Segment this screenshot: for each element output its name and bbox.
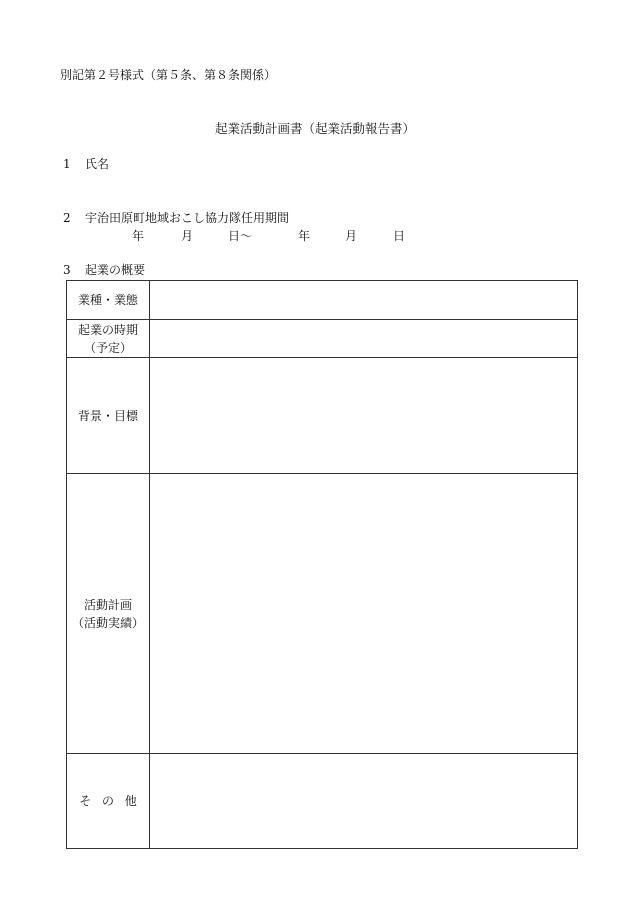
document-title: 起業活動計画書（起業活動報告書） — [214, 121, 415, 136]
period-start-day: 日～ — [228, 229, 253, 243]
section-1-label: 氏名 — [85, 157, 110, 171]
activity-plan-field[interactable] — [150, 474, 578, 754]
period-start-year: 年 — [132, 229, 145, 243]
period-end-day: 日 — [393, 229, 406, 243]
business-type-label: 業種・業態 — [67, 281, 150, 320]
form-number-label: 別記第２号様式（第５条、第８条関係） — [60, 68, 277, 82]
section-2-label: 宇治田原町地域おこし協力隊任用期間 — [85, 211, 290, 225]
table-row — [67, 754, 578, 849]
section-2-number: 2 — [63, 211, 71, 225]
business-type-field[interactable] — [150, 281, 578, 320]
table-row — [67, 281, 578, 320]
section-1-number: 1 — [63, 157, 71, 171]
table-row — [67, 474, 578, 754]
period-start-month: 月 — [181, 229, 194, 243]
other-field[interactable] — [150, 754, 578, 849]
section-3-number: 3 — [63, 263, 71, 277]
start-timing-field[interactable] — [150, 320, 578, 358]
period-end-year: 年 — [298, 229, 311, 243]
background-goals-label: 背景・目標 — [67, 358, 150, 474]
start-timing-label: 起業の時期 （予定） — [67, 320, 150, 358]
activity-plan-label: 活動計画 （活動実績） — [67, 474, 150, 754]
background-goals-field[interactable] — [150, 358, 578, 474]
table-row — [67, 320, 578, 358]
other-label: その他 — [67, 754, 150, 849]
overview-table — [66, 280, 578, 849]
section-3-label: 起業の概要 — [85, 263, 146, 277]
table-row — [67, 358, 578, 474]
period-end-month: 月 — [345, 229, 358, 243]
